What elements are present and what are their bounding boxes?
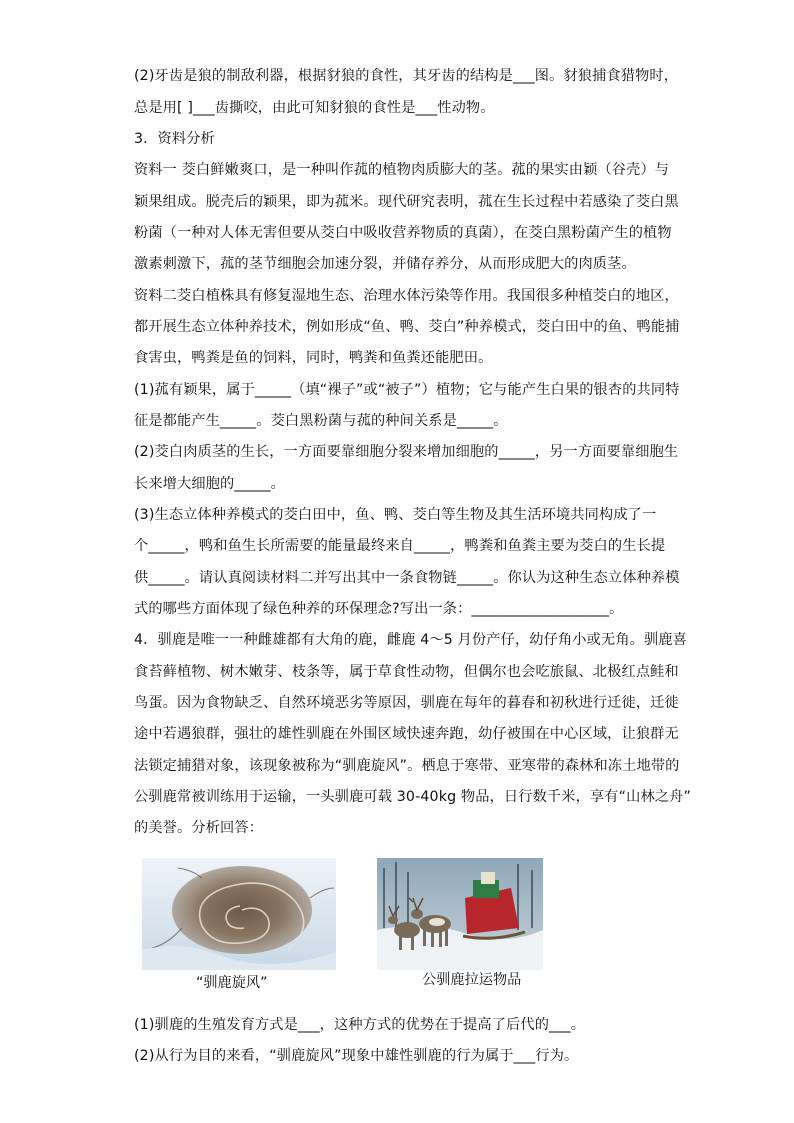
section-heading: 3．资料分析: [134, 131, 215, 147]
text-line: 资料一 茭白鲜嫩爽口，是一种叫作菰的植物肉质膨大的茎。菰的果实由颖（谷壳）与: [134, 162, 670, 178]
figure-caption: 公驯鹿拉运物品: [422, 972, 522, 988]
text-line: 法锁定捕猎对象，该现象被称为“驯鹿旋风”。栖息于寒带、亚寒带的森林和冻土地带的: [134, 758, 680, 774]
text-line: 途中若遇狼群，强壮的雄性驯鹿在外围区域快速奔跑，幼仔被围在中心区域，让狼群无: [134, 726, 679, 742]
text-line: 都开展生态立体种养技术，例如形成“鱼、鸭、茭白”种养模式，茭白田中的鱼、鸭能捕: [134, 319, 680, 335]
reindeer-vortex-photo: [142, 858, 336, 970]
text-line: 公驯鹿常被训练用于运输，一头驯鹿可载 30-40kg 物品，日行数千米，享有“山林之舟”: [134, 789, 691, 805]
text-line: (3)生态立体种养模式的茭白田中，鱼、鸭、茭白等生物及其生活环境共同构成了一: [134, 507, 657, 523]
text-line: (1)菰有颖果，属于_____（填“裸子”或“被子”）植物；它与能产生白果的银杏的共同特: [134, 382, 680, 398]
text-line: 长来增大细胞的_____。: [134, 476, 285, 492]
text-line: 粉菌（一种对人体无害但要从茭白中吸收营养物质的真菌），在茭白黑粉菌产生的植物: [134, 225, 672, 241]
text-line: 鸟蛋。因为食物缺乏、自然环境恶劣等原因，驯鹿在每年的暮春和初秋进行迁徙，迁徙: [134, 695, 679, 711]
text-line: 食害虫，鸭粪是鱼的饲料，同时，鸭粪和鱼粪还能肥田。: [134, 350, 493, 366]
reindeer-sleigh-photo: [377, 858, 543, 970]
question-line: (2)从行为目的来看，“驯鹿旋风”现象中雄性驯鹿的行为属于___行为。: [134, 1048, 579, 1064]
text-line: 式的哪些方面体现了绿色种养的环保理念?写出一条：___________________。: [134, 601, 624, 617]
question-line: (1)驯鹿的生殖发育方式是___，这种方式的优势在于提高了后代的___。: [134, 1017, 586, 1033]
text-line: 征是都能产生_____。茭白黑粉菌与菰的种间关系是_____。: [134, 413, 508, 429]
figure-caption: “驯鹿旋风”: [196, 975, 268, 991]
text-line: 供_____。请认真阅读材料二并写出其中一条食物链_____。你认为这种生态立体种养模: [134, 570, 680, 586]
text-line: 资料二茭白植株具有修复湿地生态、治理水体污染等作用。我国很多种植茭白的地区，: [134, 288, 679, 304]
text-line: 食苔藓植物、树木嫩芽、枝条等，属于草食性动物，但偶尔也会吃旅鼠、北极红点鲑和: [134, 664, 679, 680]
text-line: 个_____，鸭和鱼生长所需要的能量最终来自_____，鸭粪和鱼粪主要为茭白的生长提: [134, 538, 666, 554]
text-line: (2)茭白肉质茎的生长，一方面要靠细胞分裂来增加细胞的_____，另一方面要靠细胞生: [134, 444, 679, 460]
text-line: 的美誉。分析回答：: [134, 820, 264, 836]
text-line: 总是用[ ]___齿撕咬，由此可知豺狼的食性是___性动物。: [134, 100, 495, 116]
text-line: 颖果组成。脱壳后的颖果，即为菰米。现代研究表明，菰在生长过程中若感染了茭白黑: [134, 194, 679, 210]
text-line: 激素刺激下，菰的茎节细胞会加速分裂，并储存养分，从而形成肥大的肉质茎。: [134, 256, 636, 272]
text-line: (2)牙齿是狼的制敌利器，根据豺狼的食性，其牙齿的结构是___图。豺狼捕食猎物时，: [134, 68, 679, 84]
text-line: 4．驯鹿是唯一一种雌雄都有大角的鹿，雌鹿 4～5 月份产仔，幼仔角小或无角。驯鹿喜: [134, 632, 688, 648]
